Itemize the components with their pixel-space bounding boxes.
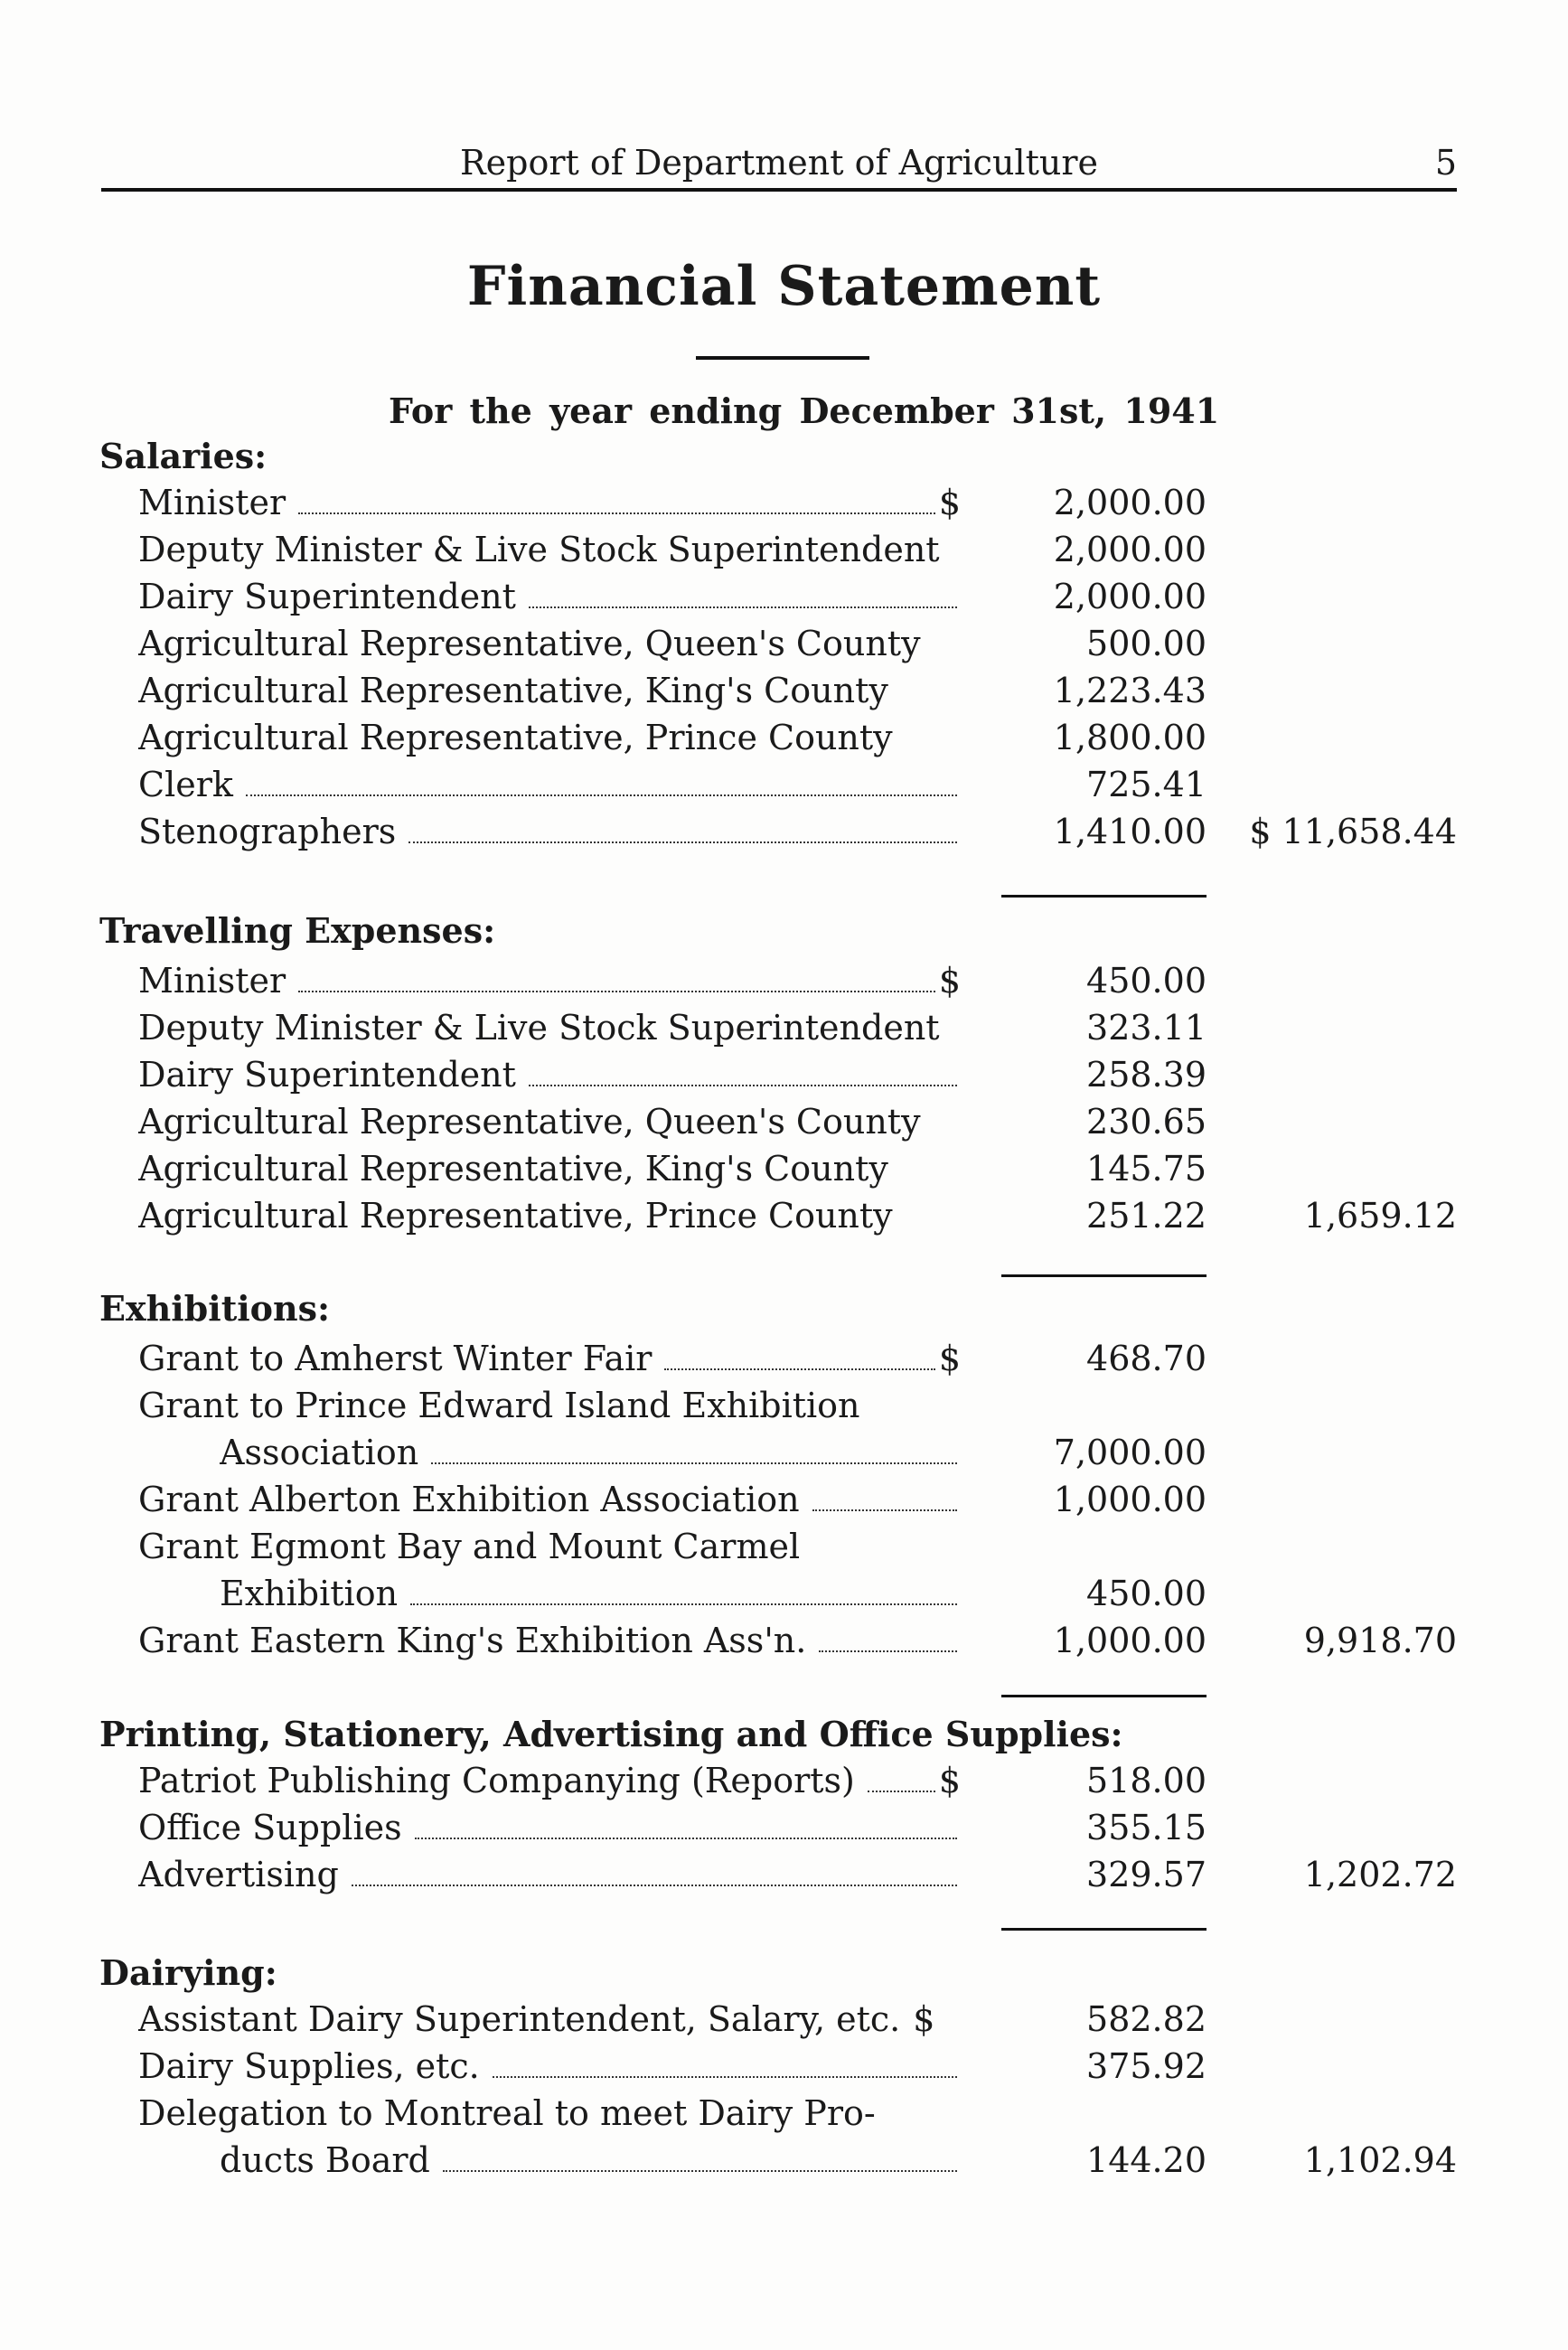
item-amount: 450.00 bbox=[1086, 961, 1207, 1001]
item-label: Grant Egmont Bay and Mount Carmel bbox=[138, 1527, 801, 1566]
leader-dots bbox=[529, 1085, 957, 1086]
line-item bbox=[0, 1008, 1568, 1055]
item-label: Assistant Dairy Superintendent, Salary, etc. bbox=[138, 1999, 901, 2039]
page-title: Financial Statement bbox=[466, 255, 1102, 318]
leader-dots bbox=[493, 2076, 957, 2078]
item-amount: 144.20 bbox=[1086, 2140, 1207, 2180]
item-label: Agricultural Representative, Queen's County bbox=[138, 1102, 921, 1142]
item-amount: 2,000.00 bbox=[1053, 577, 1207, 616]
leader-dots bbox=[868, 1791, 935, 1792]
item-amount: 7,000.00 bbox=[1053, 1433, 1207, 1472]
leader-dots bbox=[352, 1885, 957, 1886]
section-heading: Dairying: bbox=[99, 1952, 277, 1993]
item-label: Grant to Prince Edward Island Exhibition bbox=[138, 1386, 860, 1425]
line-item bbox=[0, 483, 1568, 530]
section-total: 1,659.12 bbox=[1303, 1196, 1457, 1236]
item-amount: 725.41 bbox=[1086, 765, 1207, 804]
leader-dots bbox=[410, 1603, 957, 1605]
item-amount: 323.11 bbox=[1086, 1008, 1207, 1048]
item-label: Grant Eastern King's Exhibition Ass'n. bbox=[138, 1621, 807, 1660]
line-item bbox=[0, 1574, 1568, 1621]
item-label: Agricultural Representative, King's County bbox=[138, 1149, 888, 1189]
line-item bbox=[0, 2140, 1568, 2187]
leader-dots bbox=[443, 2170, 957, 2172]
line-item bbox=[0, 1999, 1568, 2046]
line-item bbox=[0, 1196, 1568, 1243]
title-rule bbox=[696, 356, 869, 360]
item-label: Agricultural Representative, Queen's County bbox=[138, 624, 921, 663]
line-item bbox=[0, 624, 1568, 671]
line-item bbox=[0, 1433, 1568, 1480]
item-label: Stenographers bbox=[138, 812, 397, 851]
item-label: Advertising bbox=[138, 1855, 339, 1894]
item-label: ducts Board bbox=[220, 2140, 430, 2180]
item-label: Exhibition bbox=[220, 1574, 399, 1613]
item-label: Office Supplies bbox=[138, 1808, 402, 1847]
item-amount: 500.00 bbox=[1086, 624, 1207, 663]
item-amount: 2,000.00 bbox=[1053, 530, 1207, 569]
leader-dots bbox=[812, 1509, 957, 1511]
item-amount: 1,000.00 bbox=[1053, 1480, 1207, 1519]
sum-rule bbox=[1001, 1695, 1207, 1697]
item-label: Dairy Supplies, etc. bbox=[138, 2046, 480, 2086]
leader-dots bbox=[415, 1838, 957, 1839]
item-amount: 518.00 bbox=[1086, 1761, 1207, 1800]
line-item bbox=[0, 1480, 1568, 1527]
leader-dots bbox=[431, 1462, 957, 1464]
item-amount: 1,223.43 bbox=[1053, 671, 1207, 710]
section-total: $ 11,658.44 bbox=[1249, 812, 1457, 851]
item-amount: 230.65 bbox=[1086, 1102, 1207, 1142]
leader-dots bbox=[529, 606, 957, 608]
page-number: 5 bbox=[1434, 143, 1457, 183]
item-amount: 355.15 bbox=[1086, 1808, 1207, 1847]
item-label: Agricultural Representative, King's County bbox=[138, 671, 888, 710]
line-item bbox=[0, 1149, 1568, 1196]
item-label: Clerk bbox=[138, 765, 233, 804]
line-item bbox=[0, 671, 1568, 718]
sum-rule bbox=[1001, 1274, 1207, 1277]
item-amount: 329.57 bbox=[1086, 1855, 1207, 1894]
item-amount: 450.00 bbox=[1086, 1574, 1207, 1613]
section-heading: Salaries: bbox=[99, 436, 268, 476]
item-label: Minister bbox=[138, 483, 286, 522]
sum-rule bbox=[1001, 895, 1207, 898]
line-item bbox=[0, 1855, 1568, 1902]
item-label: Patriot Publishing Companying (Reports) bbox=[138, 1761, 855, 1800]
line-item bbox=[0, 2046, 1568, 2093]
item-label: Deputy Minister & Live Stock Superintendent bbox=[138, 1008, 940, 1048]
item-label: Grant to Amherst Winter Fair bbox=[138, 1339, 653, 1378]
item-label: Deputy Minister & Live Stock Superintendent bbox=[138, 530, 940, 569]
dollar-sign: $ bbox=[938, 1761, 961, 1800]
running-title: Report of Department of Agriculture bbox=[460, 143, 1098, 183]
item-amount: 1,000.00 bbox=[1053, 1621, 1207, 1660]
line-item bbox=[0, 1808, 1568, 1855]
dollar-sign: $ bbox=[938, 1339, 961, 1378]
line-item bbox=[0, 1386, 1568, 1433]
section-heading: Exhibitions: bbox=[99, 1288, 331, 1329]
item-amount: 468.70 bbox=[1086, 1339, 1207, 1378]
item-label: Dairy Superintendent bbox=[138, 1055, 516, 1095]
item-amount: 1,410.00 bbox=[1053, 812, 1207, 851]
item-amount: 1,800.00 bbox=[1053, 718, 1207, 757]
item-amount: 2,000.00 bbox=[1053, 483, 1207, 522]
line-item bbox=[0, 577, 1568, 624]
leader-dots bbox=[298, 991, 935, 992]
line-item bbox=[0, 1339, 1568, 1386]
item-amount: 582.82 bbox=[1086, 1999, 1207, 2039]
item-label: Minister bbox=[138, 961, 286, 1001]
dollar-sign: $ bbox=[913, 1999, 935, 2039]
item-label: Agricultural Representative, Prince County bbox=[138, 1196, 893, 1236]
sum-rule bbox=[1001, 1928, 1207, 1931]
item-label: Association bbox=[220, 1433, 419, 1472]
line-item bbox=[0, 765, 1568, 812]
leader-dots bbox=[664, 1368, 934, 1370]
leader-dots bbox=[408, 841, 957, 843]
dollar-sign: $ bbox=[938, 483, 961, 522]
item-label: Grant Alberton Exhibition Association bbox=[138, 1480, 800, 1519]
item-amount: 375.92 bbox=[1086, 2046, 1207, 2086]
line-item bbox=[0, 1527, 1568, 1574]
dollar-sign: $ bbox=[938, 961, 961, 1001]
leader-dots bbox=[298, 512, 935, 514]
line-item bbox=[0, 530, 1568, 577]
line-item bbox=[0, 1621, 1568, 1668]
section-total: 1,202.72 bbox=[1303, 1855, 1457, 1894]
line-item bbox=[0, 718, 1568, 765]
line-item bbox=[0, 961, 1568, 1008]
line-item bbox=[0, 2093, 1568, 2140]
section-heading: Printing, Stationery, Advertising and Office Supplies: bbox=[99, 1714, 1123, 1754]
item-label: Agricultural Representative, Prince County bbox=[138, 718, 893, 757]
statement-period: For the year ending December 31st, 1941 bbox=[389, 390, 1220, 431]
item-label: Delegation to Montreal to meet Dairy Pro- bbox=[138, 2093, 876, 2133]
line-item bbox=[0, 1055, 1568, 1102]
item-amount: 258.39 bbox=[1086, 1055, 1207, 1095]
line-item bbox=[0, 812, 1568, 859]
running-header bbox=[101, 137, 1457, 192]
line-item bbox=[0, 1761, 1568, 1808]
leader-dots bbox=[819, 1650, 957, 1652]
item-amount: 251.22 bbox=[1086, 1196, 1207, 1236]
section-total: 9,918.70 bbox=[1303, 1621, 1457, 1660]
leader-dots bbox=[246, 794, 957, 796]
section-heading: Travelling Expenses: bbox=[99, 910, 496, 951]
item-amount: 145.75 bbox=[1086, 1149, 1207, 1189]
line-item bbox=[0, 1102, 1568, 1149]
item-label: Dairy Superintendent bbox=[138, 577, 516, 616]
section-total: 1,102.94 bbox=[1303, 2140, 1457, 2180]
